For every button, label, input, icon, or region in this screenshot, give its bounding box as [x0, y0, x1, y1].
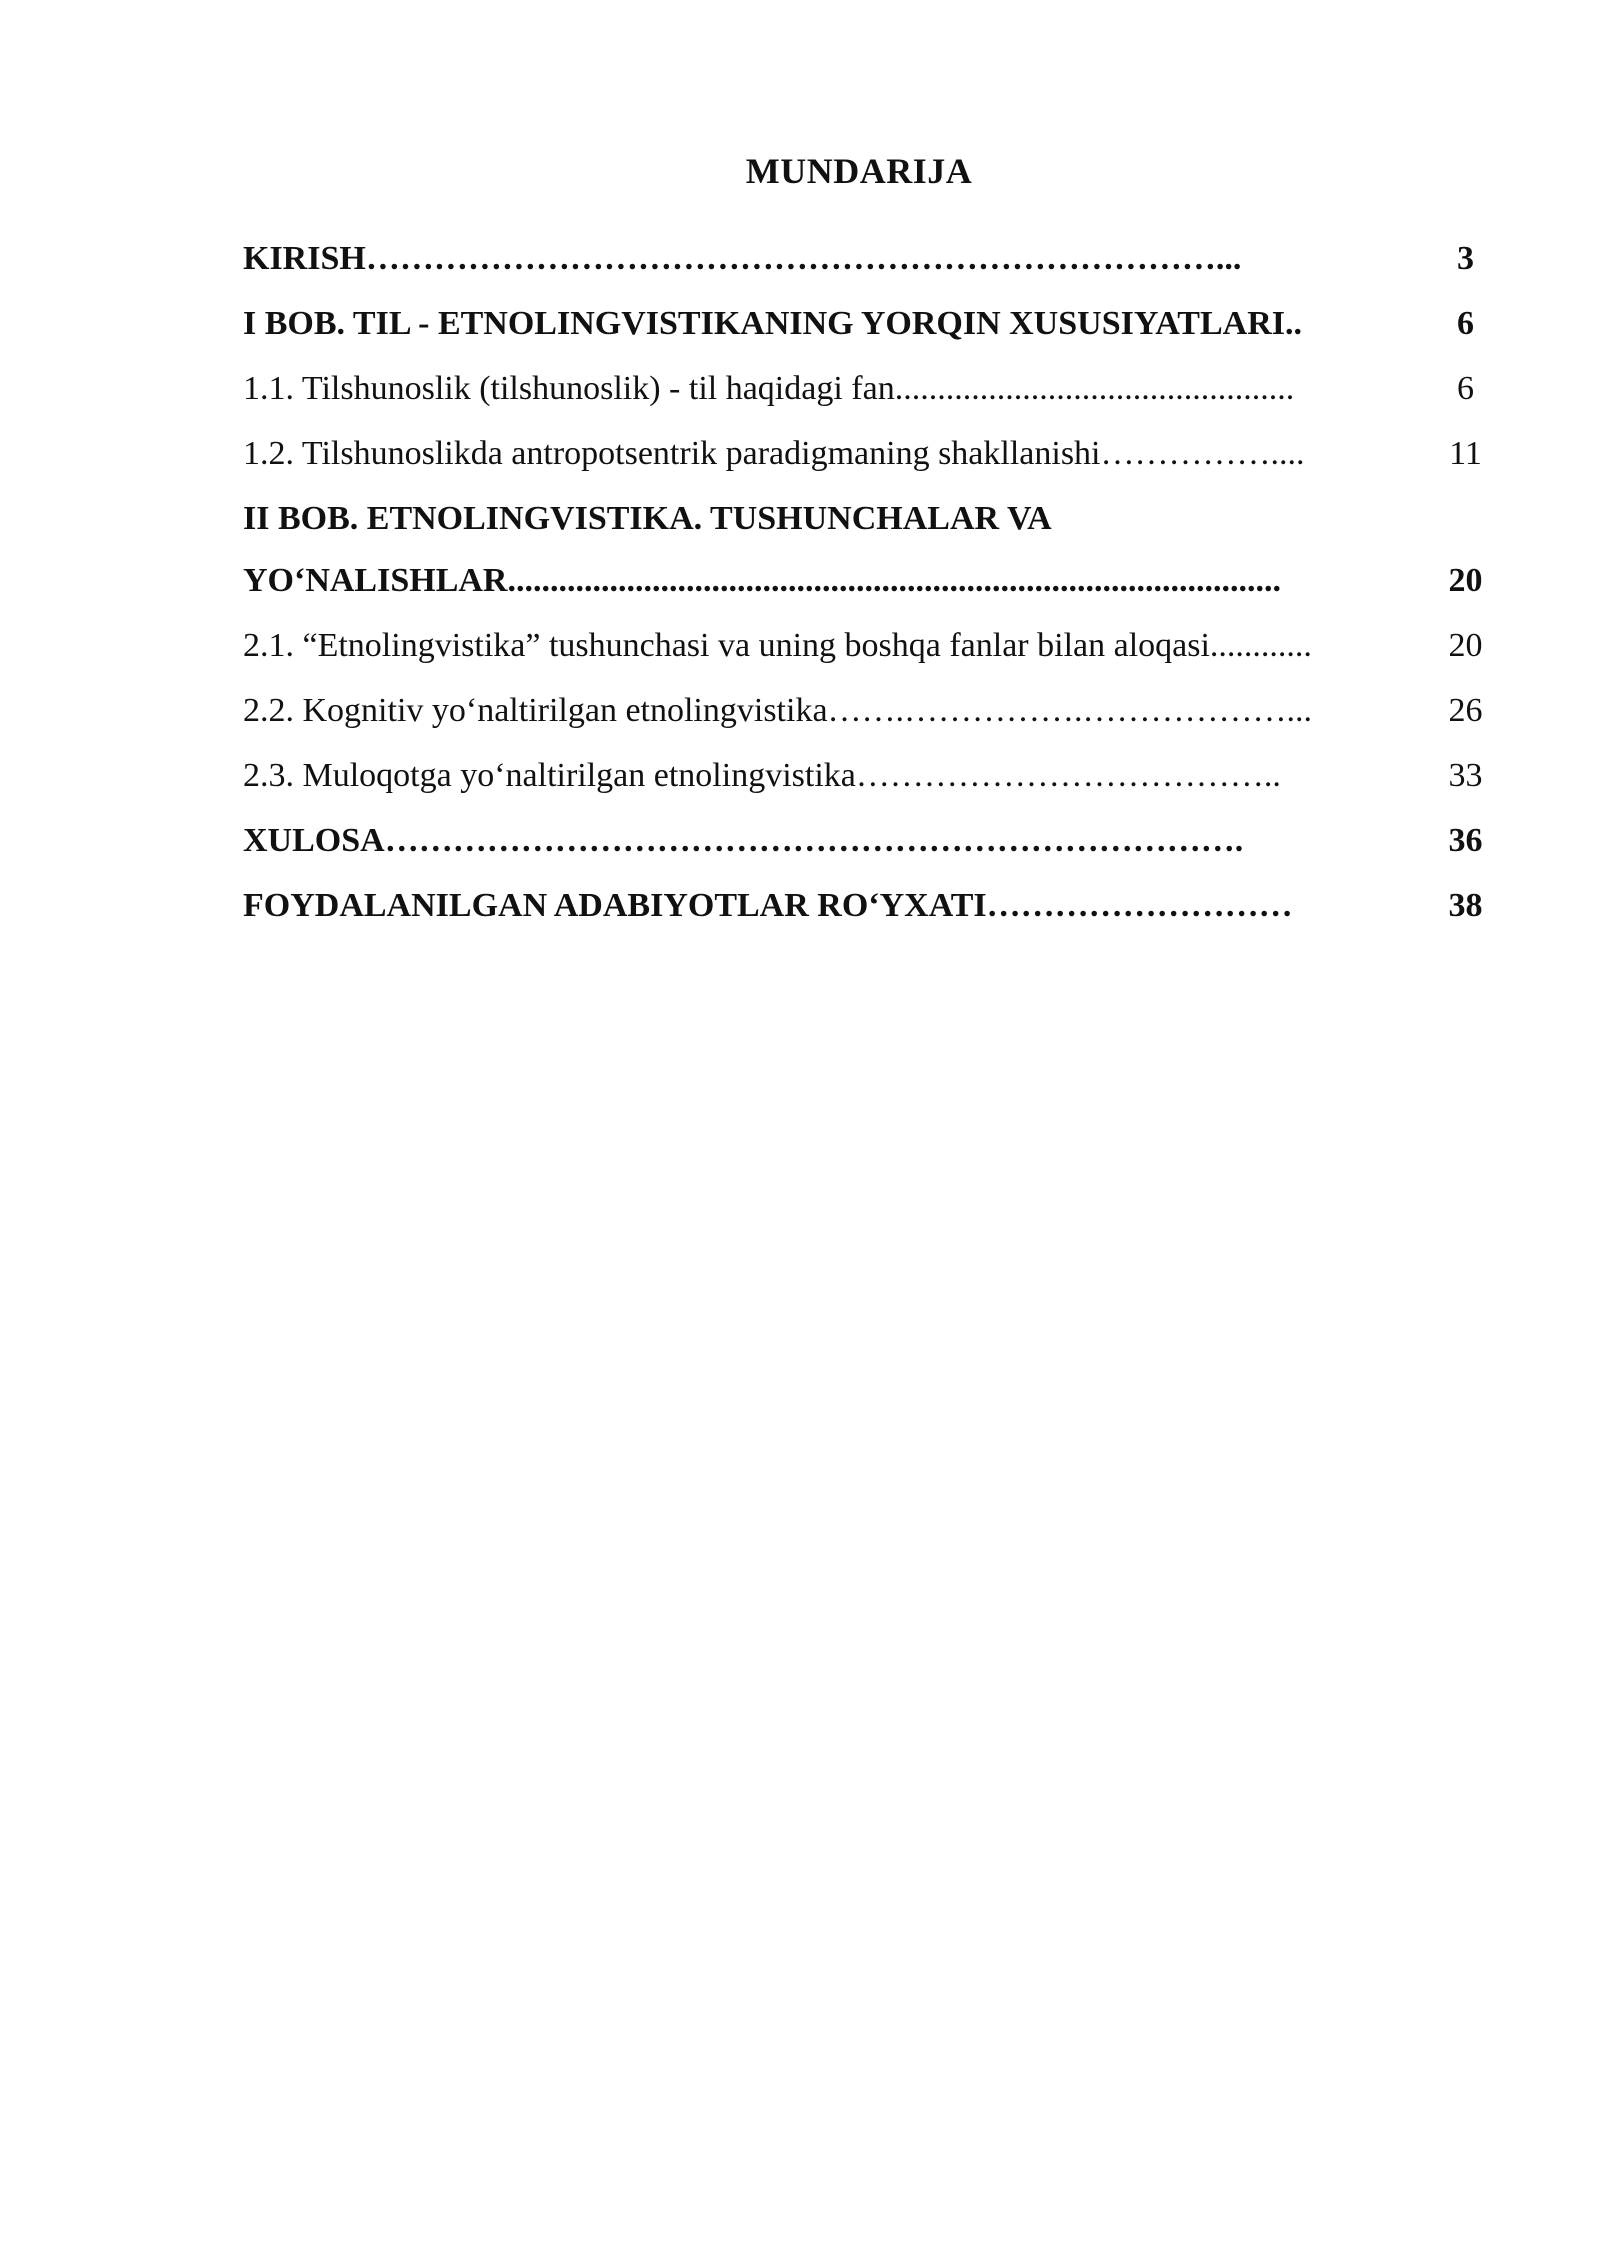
toc-page-number: 6: [1457, 370, 1474, 407]
toc-entry-text: 2.3. Muloqotga yo‘naltirilgan etnolingvistika………………………………..: [243, 757, 1281, 794]
toc-page-number: 26: [1448, 692, 1483, 729]
toc-entry-text: KIRISH…………………………………………………………………...: [243, 240, 1242, 277]
toc-entry-references: [243, 887, 1503, 952]
toc-page-number: 3: [1457, 240, 1474, 277]
toc-entry-text: FOYDALANILGAN ADABIYOTLAR RO‘YXATI………………………: [243, 887, 1293, 924]
toc-page-number: 11: [1449, 435, 1482, 472]
toc-entry-text: 1.2. Tilshunoslikda antropotsentrik paradigmaning shakllanishi……………....: [243, 435, 1305, 472]
toc-page-number: 20: [1448, 627, 1483, 664]
toc-entry-2-2: [243, 692, 1503, 757]
toc-entry-text: 2.1. “Etnolingvistika” tushunchasi va uning boshqa fanlar bilan aloqasi............: [243, 627, 1312, 664]
page-title: MUNDARIJA: [745, 151, 973, 191]
toc-page-number: 38: [1448, 887, 1483, 924]
toc-entry-text: II BOB. ETNOLINGVISTIKA. TUSHUNCHALAR VA: [243, 500, 1052, 537]
toc-page-number: 6: [1457, 305, 1474, 342]
toc-entry-kirish: [243, 240, 1503, 305]
toc-page-number: 33: [1448, 757, 1483, 794]
toc-entry-text: XULOSA………………………………………………………………….: [243, 822, 1244, 859]
toc-entry-chapter-2-line-1: [243, 500, 1503, 562]
toc-entry-text: 2.2. Kognitiv yo‘naltirilgan etnolingvistika…….…………….………………...: [243, 692, 1313, 729]
table-of-contents: [243, 240, 1503, 952]
toc-entry-xulosa: [243, 822, 1503, 887]
toc-entry-1-1: [243, 370, 1503, 435]
toc-entry-2-3: [243, 757, 1503, 822]
toc-entry-text: YO‘NALISHLAR...........................................................................................: [243, 562, 1281, 599]
toc-entry-text: 1.1. Tilshunoslik (tilshunoslik) - til haqidagi fan...............................................: [243, 370, 1295, 407]
toc-entry-2-1: [243, 627, 1503, 692]
toc-entry-chapter-2-line-2: [243, 562, 1503, 627]
toc-page-number: 36: [1448, 822, 1483, 859]
toc-page-number: 20: [1448, 562, 1483, 599]
toc-entry-1-2: [243, 435, 1503, 500]
toc-entry-chapter-1: [243, 305, 1503, 370]
toc-entry-text: I BOB. TIL - ETNOLINGVISTIKANING YORQIN XUSUSIYATLARI..: [243, 305, 1302, 342]
